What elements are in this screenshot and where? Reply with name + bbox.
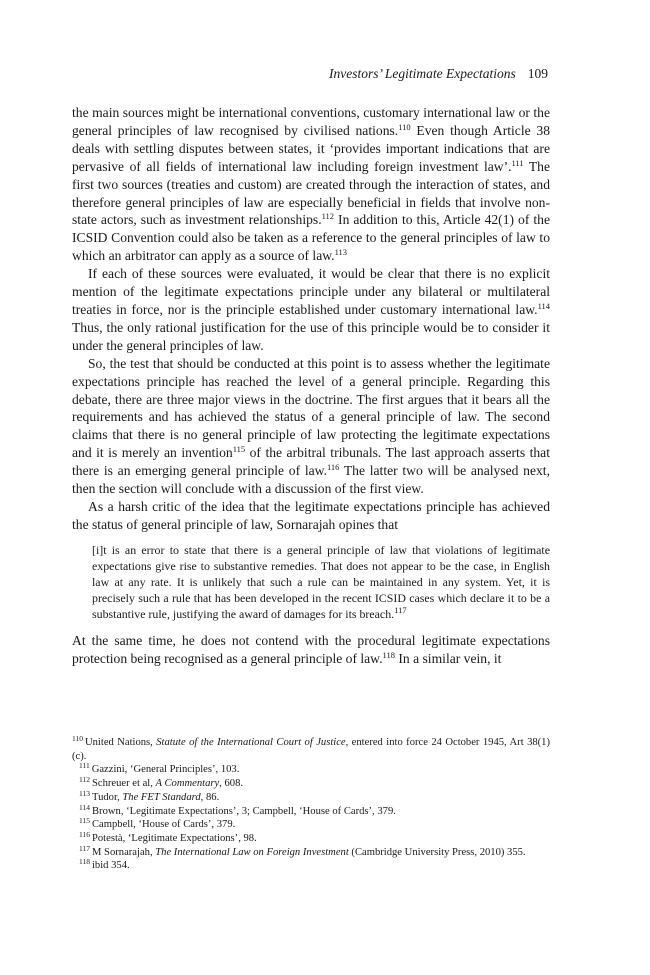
text-run: of the arbitral tribunals. The last approach asserts that there is an emerging general principle of law. xyxy=(72,445,550,479)
text-run: Thus, the only rational justification for the use of this principle would be to consider it under the general principles of law. xyxy=(72,319,550,353)
footnote-number: 111 xyxy=(79,761,90,771)
footnote-ref: 111 xyxy=(511,157,524,168)
text-run: As a harsh critic of the idea that the legitimate expectations principle has achieved the status of general principle of law, Sornarajah opines that xyxy=(72,498,550,532)
footnote xyxy=(72,788,550,805)
text-run: Tudor, xyxy=(91,791,123,803)
footnote xyxy=(72,843,550,860)
italic-title: Statute of the International Court of Justice xyxy=(156,737,346,748)
paragraph xyxy=(72,104,550,265)
footnote-number: 110 xyxy=(72,734,83,743)
text-run: The first two sources (treaties and custom) are created through the interaction of states, and therefore general principles of law are especially beneficial in fields that involve non-state actors, such as investment relationships. xyxy=(72,158,550,228)
text-run: In addition to this, Article 42(1) of the ICSID Convention could also be taken as a reference to the general principles of law to which an arbitrator can apply as a source of law. xyxy=(72,212,550,264)
footnote-number: 114 xyxy=(79,802,90,812)
footnote-ref: 115 xyxy=(232,444,246,455)
text-run: the main sources might be international conventions, customary international law or the general principles of law recognised by civilised nations. xyxy=(72,105,550,138)
italic-title: The FET Standard xyxy=(122,791,201,803)
text-run: In a similar vein, it xyxy=(394,650,502,666)
running-title: Investors’ Legitimate Expectations xyxy=(329,66,516,81)
footnote-ref: 113 xyxy=(334,247,348,258)
footnote-number: 117 xyxy=(79,843,90,853)
footnote xyxy=(72,818,550,832)
text-run: Potestà, ‘Legitimate Expectations’, 98. xyxy=(91,832,257,844)
text-run: The latter two will be analysed next, then the section will conclude with a discussion of the first view. xyxy=(72,463,550,497)
footnote-ref: 114 xyxy=(537,300,550,311)
text-run: ibid 354. xyxy=(91,860,130,872)
footnote-ref: 112 xyxy=(321,211,335,222)
text-run: So, the test that should be conducted at this point is to assess whether the legitimate expectations principle has reached the level of a general principle. Regarding this debate, there are three major views in the doctrine. The first argues that it bears all the requirements and has achieved the status of a general principle of law. The second claims that there is no general principle of law protecting the legitimate expectations and it is merely an invention xyxy=(72,355,550,461)
text-run: M Sornarajah, xyxy=(91,846,156,858)
text-run: Even though Article 38 deals with settling disputes between states, it ‘provides important indications that are pervasive of all fields of international law including foreign investment law’. xyxy=(72,122,551,174)
footnote-number: 115 xyxy=(79,816,90,826)
italic-title: A Commentary xyxy=(155,778,220,790)
footnote-number: 112 xyxy=(79,775,90,785)
text-run: , 86. xyxy=(200,791,220,803)
main-text xyxy=(72,104,550,668)
text-run: (Cambridge University Press, 2010) 355. xyxy=(348,846,526,858)
footnote-ref: 110 xyxy=(398,121,411,132)
text-run: Gazzini, ‘General Principles’, 103. xyxy=(91,764,240,776)
footnote-number: 113 xyxy=(79,788,90,798)
italic-title: The International Law on Foreign Investment xyxy=(155,846,349,858)
footnote xyxy=(72,736,550,763)
footnote-ref: 116 xyxy=(326,462,340,473)
text-run: , 608. xyxy=(219,778,244,790)
paragraph xyxy=(72,632,550,668)
footnote xyxy=(72,802,550,819)
footnote xyxy=(72,829,550,846)
page-number: 109 xyxy=(527,66,548,81)
footnote-number: 118 xyxy=(79,857,90,867)
footnote xyxy=(72,777,550,791)
footnotes xyxy=(72,736,550,873)
text-run: If each of these sources were evaluated, it would be clear that there is no explicit mention of the legitimate expectations principle under any bilateral or multilateral treaties in force, nor is the principle established under customary international law. xyxy=(72,266,550,317)
footnote-ref: 118 xyxy=(382,649,395,660)
footnote-ref: 117 xyxy=(394,604,407,615)
footnote xyxy=(72,763,550,777)
text-run: Campbell, ‘House of Cards’, 379. xyxy=(91,819,236,831)
running-head xyxy=(329,66,548,82)
text-run: United Nations, xyxy=(84,737,157,748)
text-run: Brown, ‘Legitimate Expectations’, 3; Campbell, ‘House of Cards’, 379. xyxy=(91,805,396,817)
footnote xyxy=(72,859,550,873)
block-quote xyxy=(92,542,550,622)
text-run: , entered into force 24 October 1945, Art 38(1)(c). xyxy=(72,737,551,762)
text-run: Schreuer et al, xyxy=(91,778,156,790)
paragraph xyxy=(72,498,550,534)
text-run: At the same time, he does not contend with the procedural legitimate expectations protection being recognised as a general principle of law. xyxy=(72,632,550,666)
paragraph xyxy=(72,355,550,498)
text-run: [i]t is an error to state that there is a general principle of law that violations of legitimate expectations give rise to substantive remedies. That does not appear to be the case, in English law at any rate. It is unlikely that such a rule can be maintained in any system. Yet, it is precisely such a rule that has been developed in the recent ICSID cases which declare it to be a substantive rule, justifying the award of damages for its breach. xyxy=(92,542,550,621)
footnote-number: 116 xyxy=(79,829,90,839)
paragraph xyxy=(72,265,550,355)
